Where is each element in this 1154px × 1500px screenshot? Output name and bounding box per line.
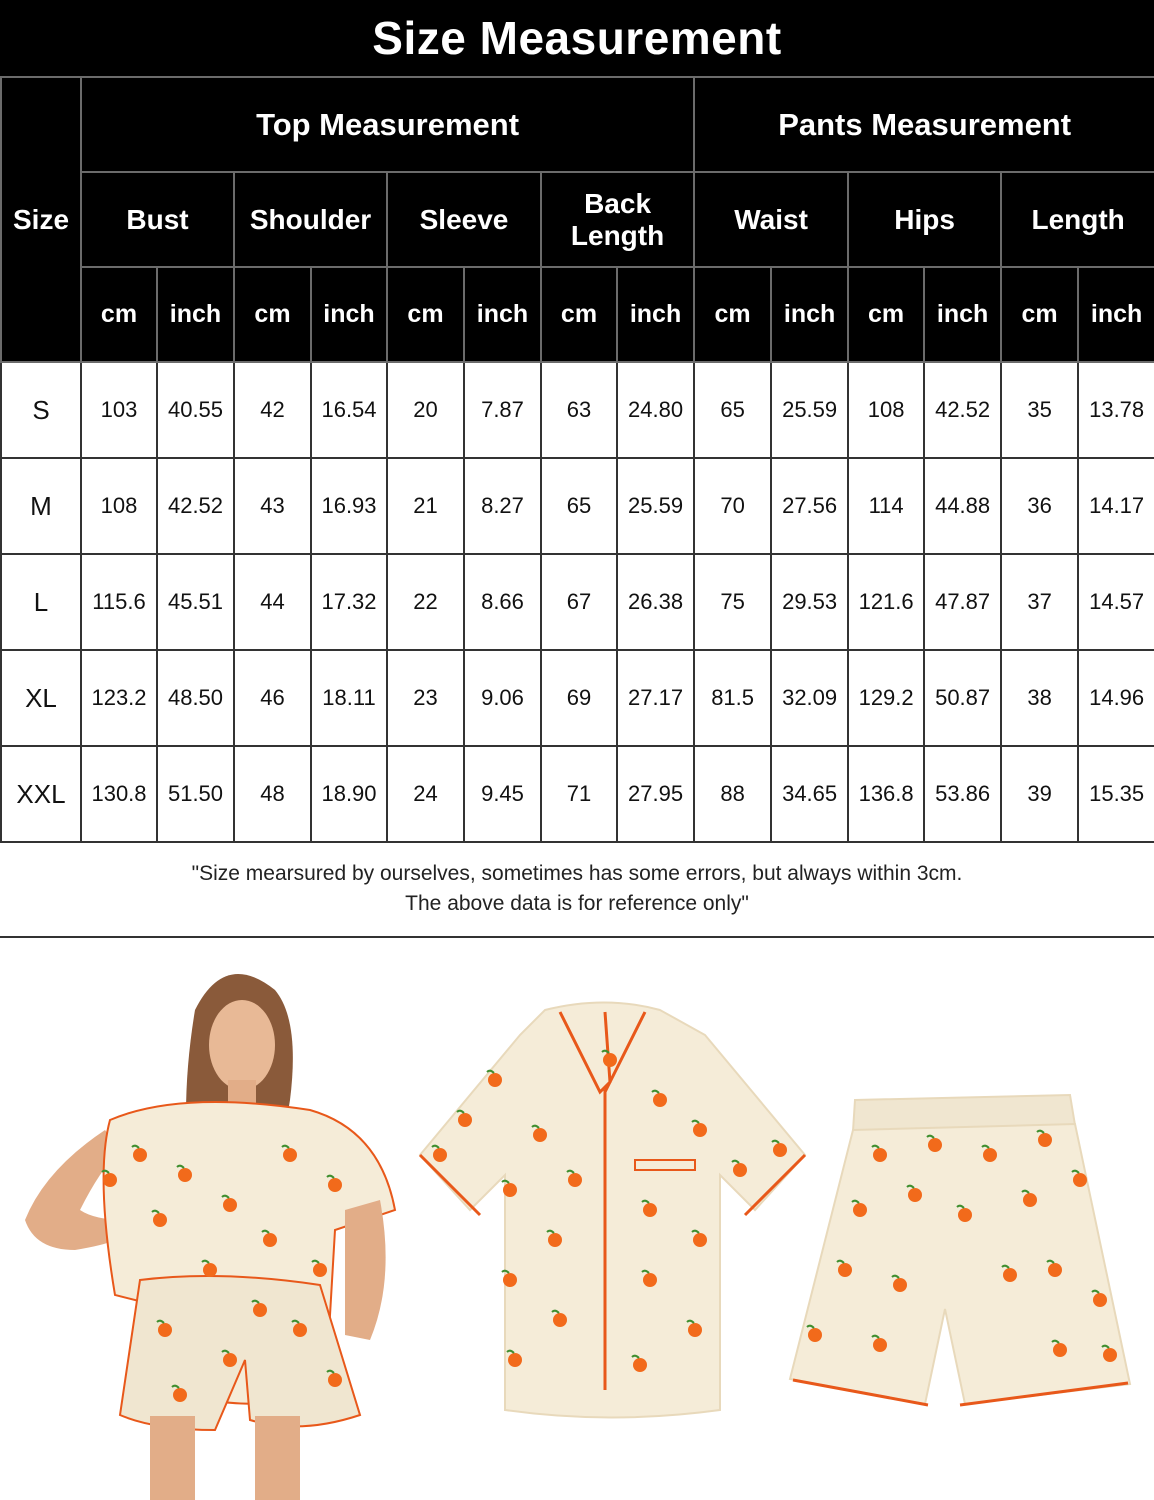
table-cell: 136.8 — [848, 746, 924, 842]
table-cell: 45.51 — [157, 554, 234, 650]
table-cell: 25.59 — [617, 458, 694, 554]
shirt-flatlay — [420, 1003, 805, 1418]
header-pants-measurement: Pants Measurement — [694, 77, 1154, 172]
table-cell: 130.8 — [81, 746, 157, 842]
table-row — [1, 650, 1154, 746]
shorts-flatlay — [790, 1095, 1130, 1405]
table-cell: 121.6 — [848, 554, 924, 650]
table-cell: 14.96 — [1078, 650, 1154, 746]
table-cell: 65 — [694, 362, 771, 458]
table-cell: 27.56 — [771, 458, 848, 554]
table-cell: 34.65 — [771, 746, 848, 842]
table-cell: 22 — [387, 554, 464, 650]
disclaimer-line-1: "Size mearsured by ourselves, sometimes has some errors, but always within 3cm. — [191, 862, 963, 885]
table-cell: 36 — [1001, 458, 1078, 554]
table-cell: 37 — [1001, 554, 1078, 650]
table-cell: 44.88 — [924, 458, 1001, 554]
table-cell: 24 — [387, 746, 464, 842]
table-cell: 123.2 — [81, 650, 157, 746]
table-cell: 29.53 — [771, 554, 848, 650]
unit-cm: cm — [1001, 267, 1078, 362]
table-cell: 75 — [694, 554, 771, 650]
table-cell: 16.54 — [311, 362, 387, 458]
unit-inch: inch — [464, 267, 541, 362]
table-cell: 32.09 — [771, 650, 848, 746]
header-top-measurement: Top Measurement — [81, 77, 694, 172]
table-cell: 18.11 — [311, 650, 387, 746]
table-cell: 47.87 — [924, 554, 1001, 650]
unit-cm: cm — [81, 267, 157, 362]
table-cell: 13.78 — [1078, 362, 1154, 458]
table-cell: 43 — [234, 458, 311, 554]
header-hips: Hips — [848, 172, 1001, 267]
table-cell: 35 — [1001, 362, 1078, 458]
unit-cm: cm — [848, 267, 924, 362]
table-cell: 16.93 — [311, 458, 387, 554]
table-cell: 51.50 — [157, 746, 234, 842]
model-photo — [25, 974, 395, 1500]
header-size: Size — [1, 77, 81, 362]
table-cell: 48.50 — [157, 650, 234, 746]
table-cell: 27.95 — [617, 746, 694, 842]
table-row — [1, 362, 1154, 458]
table-cell: 48 — [234, 746, 311, 842]
table-cell: 23 — [387, 650, 464, 746]
table-cell: 42.52 — [157, 458, 234, 554]
size-label: M — [1, 458, 81, 554]
size-label: S — [1, 362, 81, 458]
table-row — [1, 554, 1154, 650]
table-cell: 103 — [81, 362, 157, 458]
disclaimer-line-2: The above data is for reference only" — [405, 892, 749, 915]
header-waist: Waist — [694, 172, 848, 267]
size-table-wrapper — [0, 76, 1154, 843]
table-cell: 27.17 — [617, 650, 694, 746]
table-cell: 53.86 — [924, 746, 1001, 842]
table-cell: 70 — [694, 458, 771, 554]
size-table — [0, 76, 1154, 843]
table-cell: 88 — [694, 746, 771, 842]
table-cell: 81.5 — [694, 650, 771, 746]
unit-inch: inch — [771, 267, 848, 362]
table-cell: 9.06 — [464, 650, 541, 746]
header-back-length — [541, 172, 694, 267]
unit-cm: cm — [694, 267, 771, 362]
unit-inch: inch — [1078, 267, 1154, 362]
product-illustration — [0, 940, 1154, 1500]
table-cell: 25.59 — [771, 362, 848, 458]
size-label: XL — [1, 650, 81, 746]
table-cell: 63 — [541, 362, 617, 458]
table-cell: 67 — [541, 554, 617, 650]
size-label: L — [1, 554, 81, 650]
table-cell: 8.66 — [464, 554, 541, 650]
header-length: Length — [1001, 172, 1154, 267]
unit-row — [1, 267, 1154, 362]
table-cell: 38 — [1001, 650, 1078, 746]
table-cell: 39 — [1001, 746, 1078, 842]
unit-inch: inch — [617, 267, 694, 362]
table-cell: 40.55 — [157, 362, 234, 458]
table-cell: 20 — [387, 362, 464, 458]
table-cell: 15.35 — [1078, 746, 1154, 842]
table-row — [1, 458, 1154, 554]
table-cell: 65 — [541, 458, 617, 554]
unit-cm: cm — [541, 267, 617, 362]
page-title: Size Measurement — [0, 0, 1154, 76]
table-cell: 24.80 — [617, 362, 694, 458]
header-back-length-line2: Length — [570, 219, 665, 251]
table-cell: 129.2 — [848, 650, 924, 746]
unit-inch: inch — [157, 267, 234, 362]
header-sleeve: Sleeve — [387, 172, 541, 267]
table-cell: 14.57 — [1078, 554, 1154, 650]
header-back-length-line1: Back — [584, 187, 652, 219]
table-cell: 69 — [541, 650, 617, 746]
size-label: XXL — [1, 746, 81, 842]
table-cell: 14.17 — [1078, 458, 1154, 554]
table-cell: 71 — [541, 746, 617, 842]
header-shoulder: Shoulder — [234, 172, 387, 267]
model-face — [209, 1000, 275, 1090]
table-cell: 26.38 — [617, 554, 694, 650]
table-cell: 8.27 — [464, 458, 541, 554]
table-cell: 9.45 — [464, 746, 541, 842]
unit-inch: inch — [311, 267, 387, 362]
table-row — [1, 746, 1154, 842]
unit-cm: cm — [387, 267, 464, 362]
unit-cm: cm — [234, 267, 311, 362]
table-cell: 50.87 — [924, 650, 1001, 746]
size-table-body — [1, 362, 1154, 842]
table-cell: 21 — [387, 458, 464, 554]
table-cell: 46 — [234, 650, 311, 746]
product-photos — [0, 940, 1154, 1500]
table-cell: 18.90 — [311, 746, 387, 842]
disclaimer-note — [0, 842, 1154, 938]
table-cell: 115.6 — [81, 554, 157, 650]
shorts-body — [790, 1124, 1130, 1404]
table-cell: 42 — [234, 362, 311, 458]
model-shorts — [120, 1276, 360, 1430]
table-cell: 17.32 — [311, 554, 387, 650]
table-cell: 108 — [848, 362, 924, 458]
header-bust: Bust — [81, 172, 234, 267]
table-cell: 7.87 — [464, 362, 541, 458]
table-cell: 114 — [848, 458, 924, 554]
table-cell: 108 — [81, 458, 157, 554]
table-cell: 42.52 — [924, 362, 1001, 458]
unit-inch: inch — [924, 267, 1001, 362]
table-cell: 44 — [234, 554, 311, 650]
